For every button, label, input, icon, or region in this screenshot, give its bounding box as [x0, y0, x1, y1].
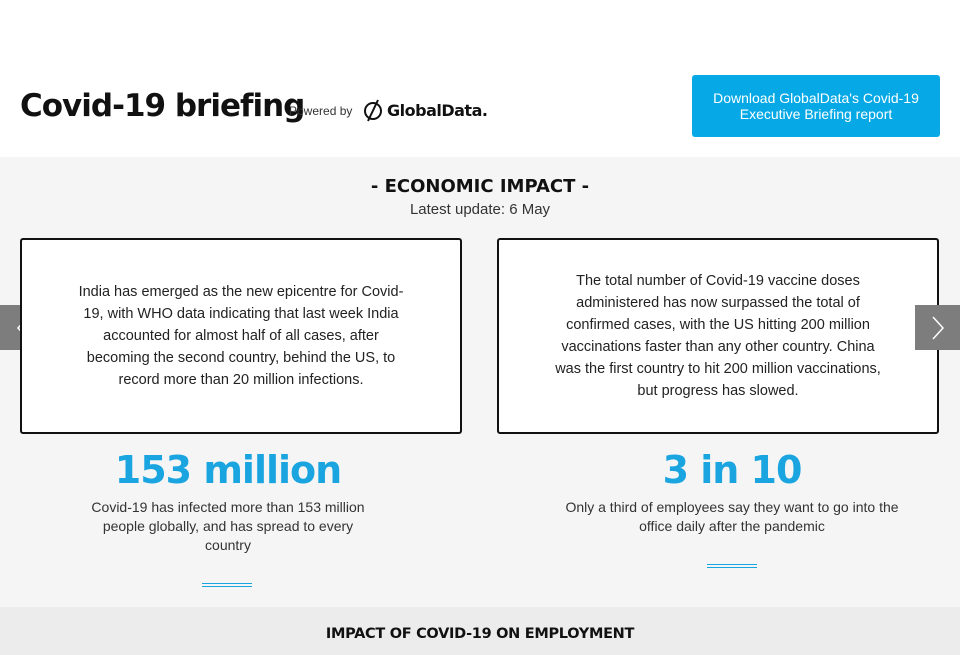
powered-by-label: Powered by	[289, 104, 353, 118]
logo-text: GlobalData.	[387, 100, 488, 120]
stat-description: Covid-19 has infected more than 153 million people globally, and has spread to every country	[91, 499, 365, 553]
download-report-button[interactable]: Download GlobalData's Covid-19 Executive Briefing report	[692, 75, 940, 137]
info-card-vaccines	[497, 238, 939, 434]
section-heading: - ECONOMIC IMPACT -	[370, 176, 590, 197]
carousel-next-button[interactable]	[915, 305, 960, 350]
stat-employees	[562, 448, 902, 536]
stat-value: 153 million	[114, 448, 342, 492]
info-card-india	[20, 238, 462, 434]
economic-impact-section	[0, 157, 960, 607]
page-title: Covid-19 briefing	[20, 88, 305, 124]
stat-infections	[78, 448, 378, 555]
globaldata-logo-icon	[362, 98, 384, 122]
stat-description: Only a third of employees say they want to go into the office daily after the pandemic	[565, 499, 899, 534]
card-text: India has emerged as the new epicentre for Covid-19, with WHO data indicating that last week India accounted for almost half of all cases, after becoming the second country, behind the US, to record more than 20 million infections.	[78, 284, 404, 388]
globaldata-logo[interactable]	[362, 97, 487, 123]
stat-divider	[202, 583, 252, 587]
header	[0, 0, 960, 157]
chevron-right-icon	[930, 315, 946, 341]
stat-divider	[707, 564, 757, 568]
latest-update: Latest update: 6 May	[409, 201, 551, 218]
employment-section-title: IMPACT OF COVID-19 ON EMPLOYMENT	[325, 626, 635, 642]
employment-section-header	[0, 607, 960, 655]
card-text: The total number of Covid-19 vaccine doses administered has now surpassed the total of confirmed cases, with the US hitting 200 million vaccinations faster than any other country. China was the first country to hit 200 million vaccinations, but progress has slowed.	[555, 273, 881, 399]
stat-value: 3 in 10	[662, 448, 802, 492]
